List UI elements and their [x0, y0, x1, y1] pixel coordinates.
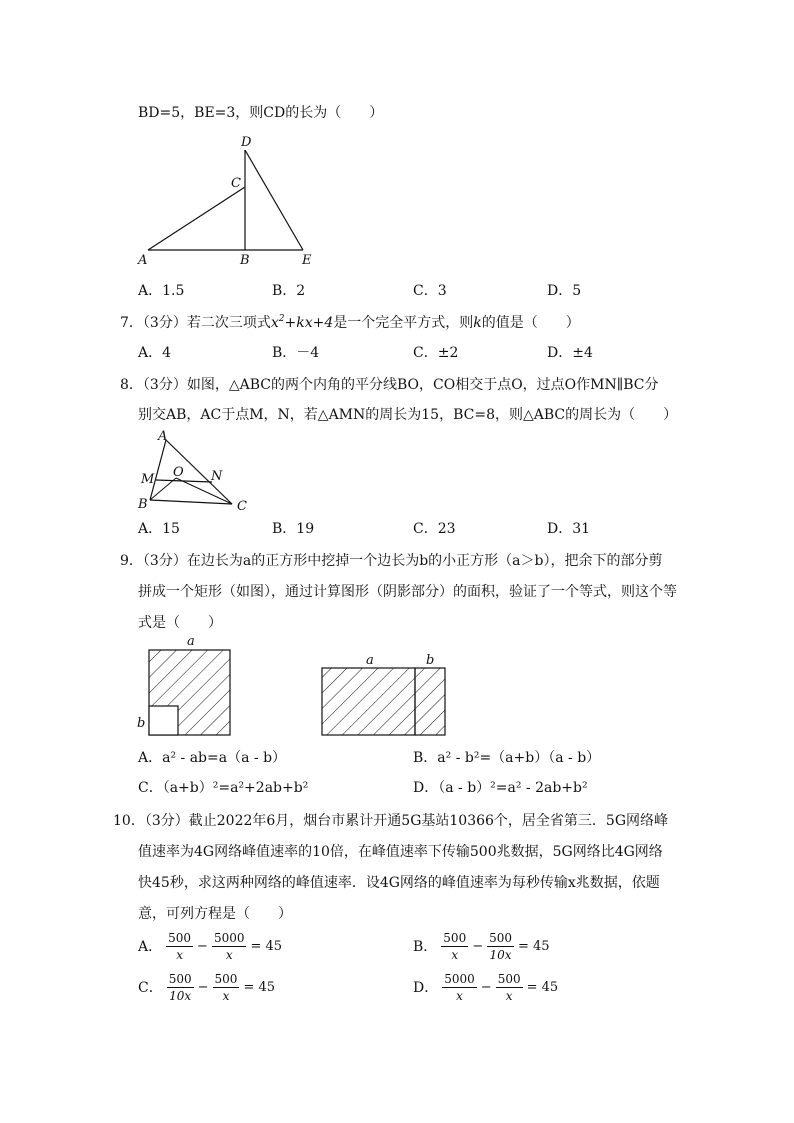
- q7-stem-b: 是一个完全平方式，则: [333, 315, 474, 331]
- q7-stem-c: 的值是（ ）: [481, 315, 580, 331]
- q10-c-den1: 10x: [169, 989, 192, 1003]
- q10-option-c-letter: C．: [138, 979, 163, 996]
- q10-d-den1: x: [456, 989, 463, 1003]
- q9-label-b-square: b: [137, 716, 146, 731]
- q9-score: （3分）: [142, 553, 187, 569]
- q7-poly: +kx+4: [284, 315, 334, 331]
- q8-number: 8．: [120, 377, 143, 393]
- q10-line1: [113, 814, 668, 828]
- q10-score: （3分）: [144, 813, 189, 829]
- q8-option-d: D．31: [547, 521, 591, 537]
- q9-option-c: C．（a+b）²=a²+2ab+b²: [138, 780, 309, 796]
- q7-score: （3分）: [142, 315, 187, 331]
- q10-c-den2: x: [222, 989, 230, 1003]
- q10-line4: 意，可列方程是（ ）: [138, 906, 292, 922]
- q7-stem: [120, 315, 580, 330]
- q10-d-rhs: = 45: [526, 980, 559, 995]
- q8-line1: [120, 378, 658, 392]
- q7-number: 7．: [120, 315, 143, 331]
- q6-option-b: B．2: [272, 283, 306, 299]
- q10-line1-text: 截止2022年6月，烟台市累计开通5G基站10366个，居全省第三．5G网络峰: [188, 813, 669, 829]
- q9-figure-rectangle: [318, 650, 458, 740]
- q10-c-num1: 500: [168, 972, 192, 986]
- q9-line1-text: 在边长为a的正方形中挖掉一个边长为b的小正方形（a＞b），把余下的部分剪: [186, 553, 663, 569]
- q8-figure: [136, 428, 256, 514]
- q8-label-c: C: [237, 499, 247, 514]
- q7-stem-a: 若二次三项式: [186, 315, 271, 331]
- q6-label-b: B: [240, 253, 250, 268]
- q10-a-rhs: = 45: [250, 939, 283, 954]
- q10-option-a: A． $\frac{500}{x}$ − $\frac{5000}{x}$ = 45: [138, 931, 283, 962]
- q10-b-den1: x: [451, 948, 459, 962]
- q10-line2: 值速率为4G网络峰值速率的10倍，在峰值速率下传输500兆数据，5G网络比4G网络: [138, 844, 663, 860]
- q7-option-a: A．4: [138, 345, 172, 361]
- q6-figure: [130, 130, 330, 270]
- q10-line3: 快45秒，求这两种网络的峰值速率．设4G网络的峰值速率为每秒传输x兆数据，依题: [138, 875, 660, 891]
- q9-label-b-rect: b: [426, 653, 435, 668]
- q9-option-a: A．a² - ab=a（a - b）: [138, 750, 287, 766]
- q10-option-c: C． $\frac{500}{10x}$ − $\frac{500}{x}$ = 45: [138, 972, 276, 1003]
- q7-x-squared: $x^2$: [270, 314, 285, 331]
- q8-option-b: B．19: [272, 521, 315, 537]
- q9-option-d: D．（a - b）²=a² - 2ab+b²: [413, 780, 588, 796]
- q7-var: k: [473, 315, 482, 331]
- q10-option-d-letter: D．: [413, 979, 439, 996]
- q9-line3: 式是（ ）: [138, 615, 222, 631]
- q8-score: （3分）: [142, 377, 187, 393]
- q10-c-rhs: = 45: [243, 980, 276, 995]
- q6-option-d: D．5: [547, 283, 582, 299]
- q8-label-a: A: [158, 429, 168, 444]
- q8-option-c: C．23: [413, 521, 456, 537]
- q8-label-b: B: [138, 497, 148, 512]
- q6-label-a: A: [138, 253, 148, 268]
- q6-option-a: A．1.5: [138, 283, 185, 299]
- q10-a-den2: x: [225, 948, 233, 962]
- q10-b-num2: 500: [489, 931, 513, 945]
- q10-d-num1: 5000: [444, 972, 475, 986]
- q8-line1-text: 如图，△ABC的两个内角的平分线BO，CO相交于点O，过点O作MN∥BC分: [186, 377, 659, 393]
- q10-a-num1: 500: [168, 931, 192, 945]
- q10-number: 10．: [113, 813, 145, 829]
- q8-label-m: M: [141, 472, 155, 487]
- q10-a-den1: x: [176, 948, 183, 962]
- q10-option-d: D． $\frac{5000}{x}$ − $\frac{500}{x}$ = 45: [413, 972, 559, 1003]
- q10-option-a-letter: A．: [138, 938, 163, 955]
- q6-label-e: E: [302, 253, 312, 268]
- q9-label-a-square: a: [187, 634, 195, 649]
- q10-b-num1: 500: [443, 931, 467, 945]
- q8-label-o: O: [173, 465, 184, 480]
- q9-label-a-rect: a: [366, 653, 374, 668]
- q10-option-b: B． $\frac{500}{x}$ − $\frac{500}{10x}$ = 45: [413, 931, 550, 962]
- q6-option-c: C．3: [413, 283, 447, 299]
- q6-label-d: D: [241, 135, 252, 150]
- q9-line2: 拼成一个矩形（如图），通过计算图形（阴影部分）的面积，验证了一个等式，则这个等: [138, 584, 677, 600]
- q8-label-n: N: [211, 469, 223, 484]
- q7-option-b: B．－4: [272, 345, 320, 361]
- q8-option-a: A．15: [138, 521, 180, 537]
- q10-c-num2: 500: [214, 972, 238, 986]
- q10-a-num2: 5000: [213, 931, 245, 945]
- q9-option-b: B．a² - b²=（a+b）（a - b）: [413, 750, 601, 766]
- q10-b-rhs: = 45: [518, 939, 550, 954]
- q7-option-d: D．±4: [547, 345, 593, 361]
- q10-b-den2: 10x: [489, 948, 512, 962]
- q9-figure-square: [132, 632, 242, 742]
- q9-number: 9．: [120, 553, 143, 569]
- q7-option-c: C．±2: [413, 345, 459, 361]
- q6-stem-tail: BD=5，BE=3，则CD的长为（ ）: [138, 105, 384, 121]
- q9-line1: [120, 554, 662, 568]
- q10-option-b-letter: B．: [413, 938, 438, 955]
- q10-d-num2: 500: [497, 972, 521, 986]
- q10-d-den2: x: [505, 989, 513, 1003]
- q8-line2: 别交AB，AC于点M，N，若△AMN的周长为15，BC=8，则△ABC的周长为（ ）: [138, 407, 678, 423]
- q6-label-c: C: [231, 176, 241, 191]
